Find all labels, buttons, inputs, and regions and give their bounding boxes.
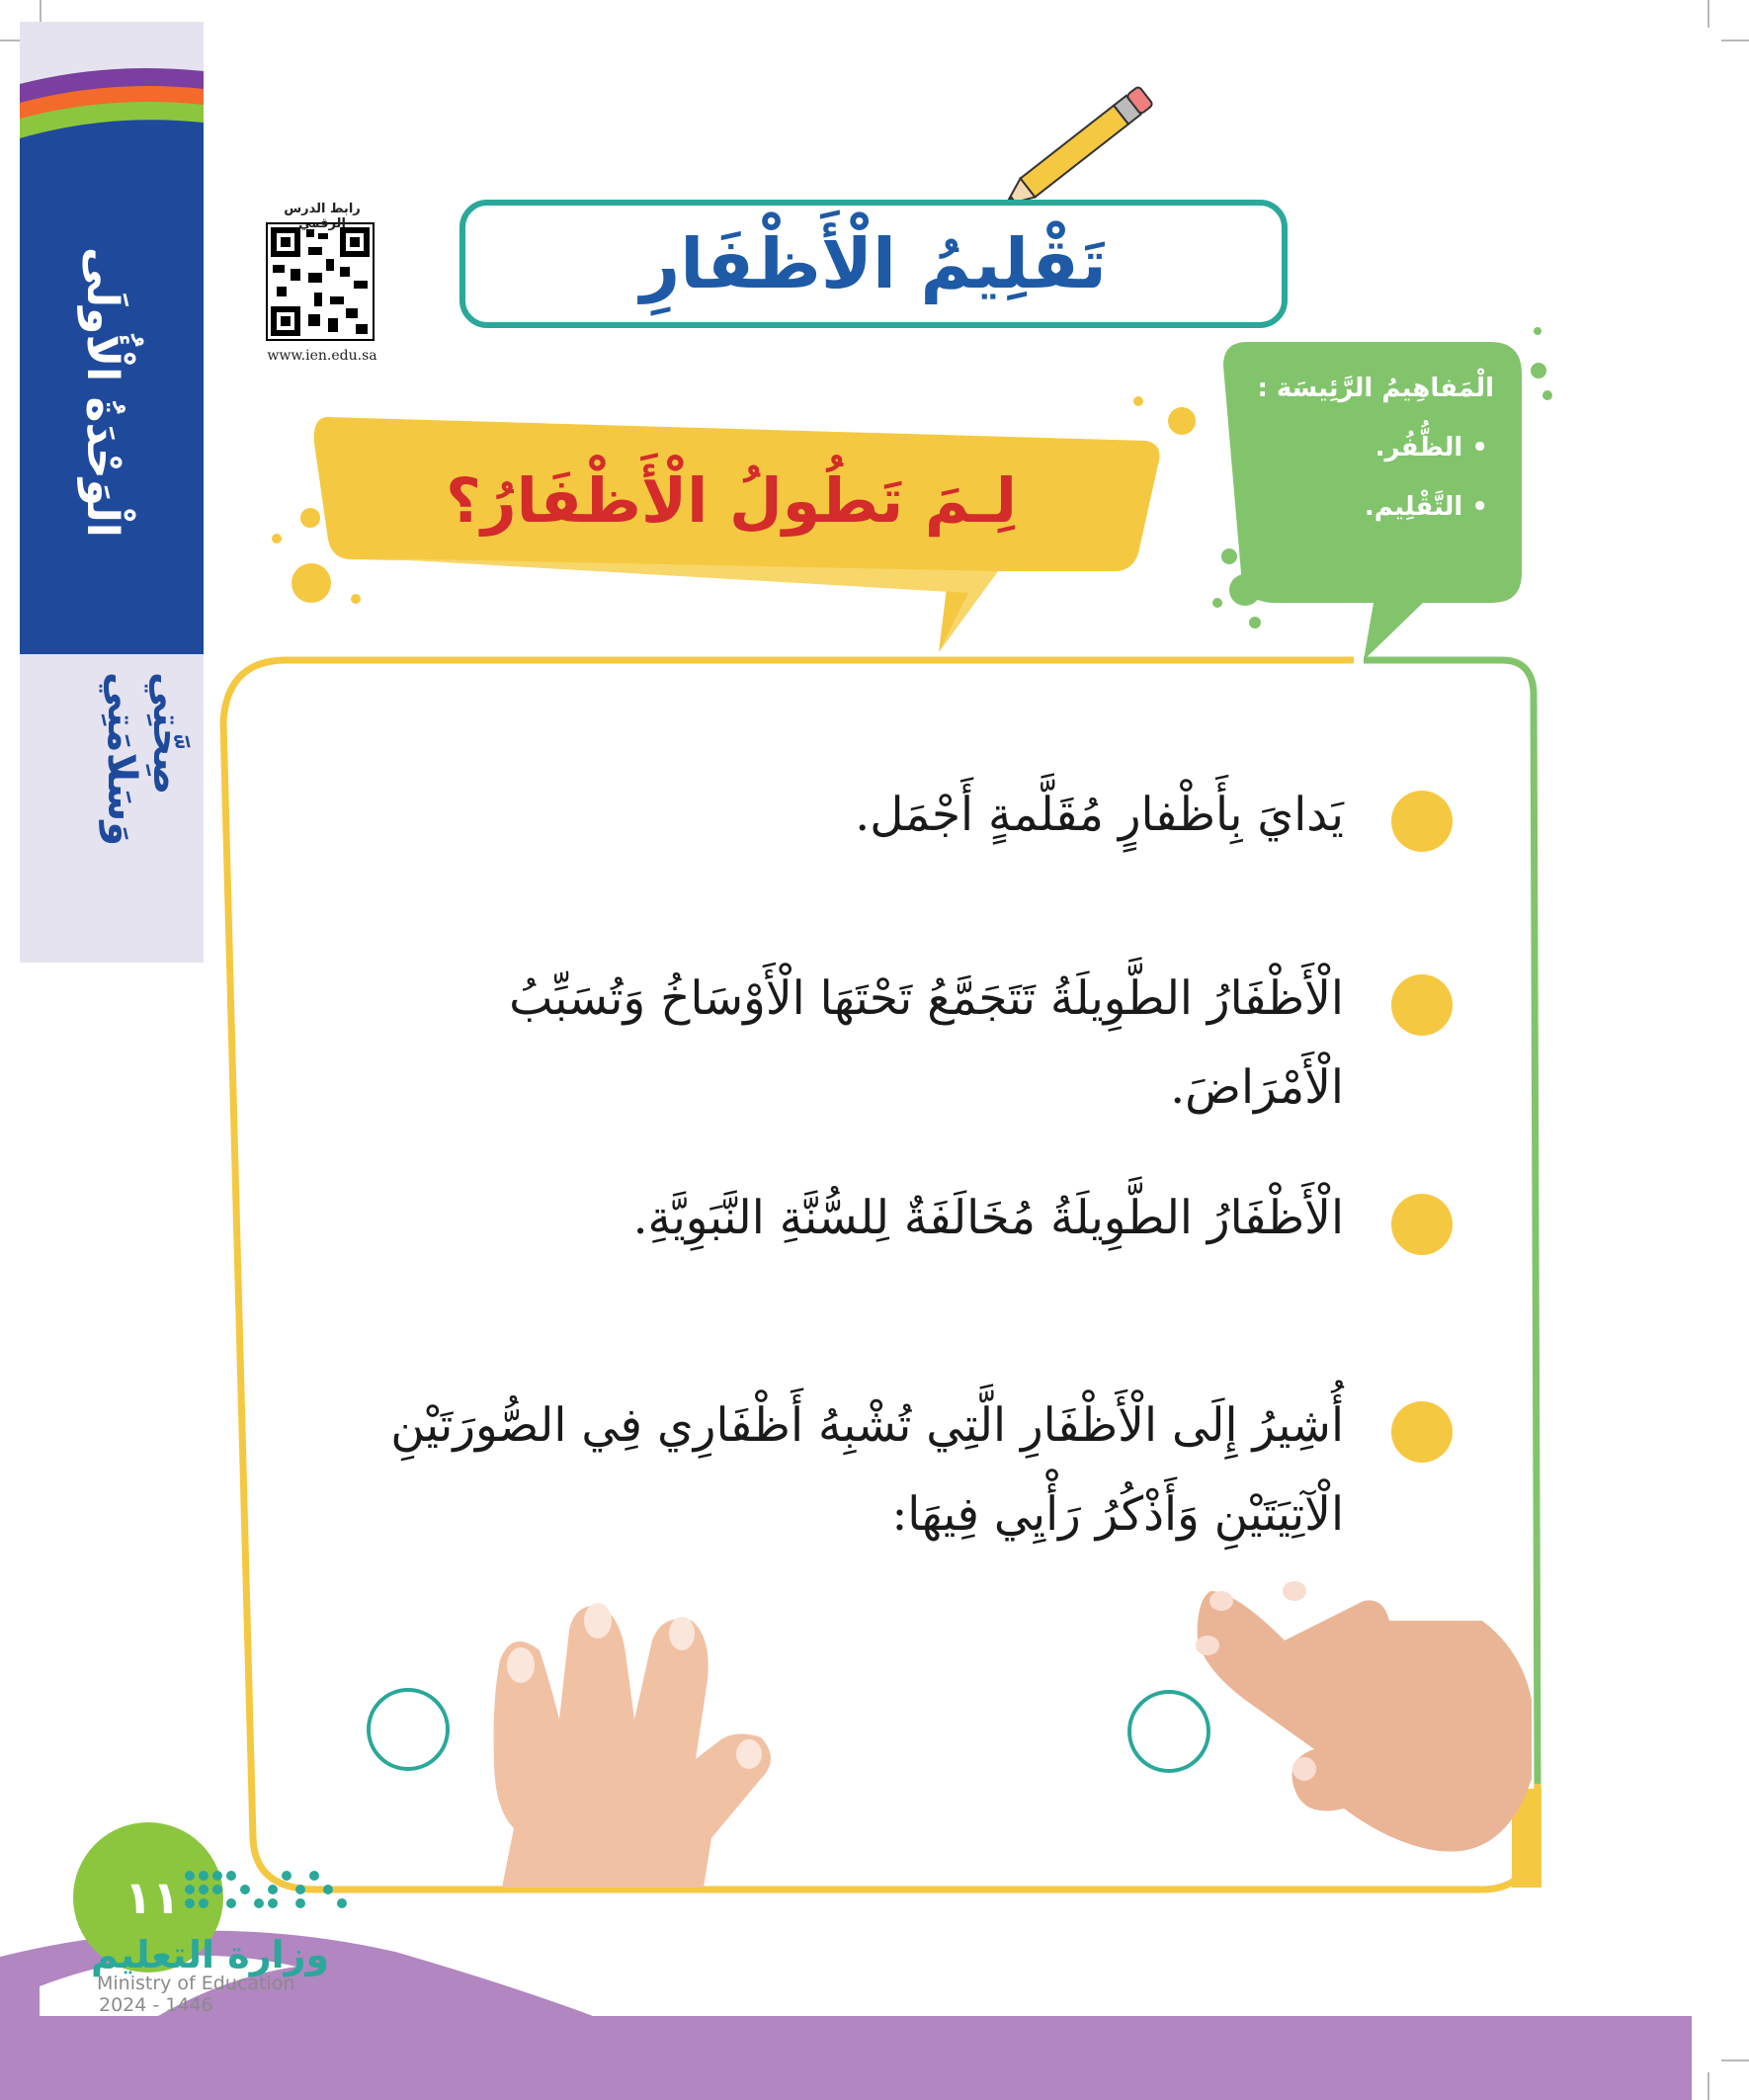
ministry-name-english: Ministry of Education xyxy=(97,1973,295,1994)
bullet-text: يَدايَ بِأَظْفارٍ مُقَلَّمةٍ أَجْمَل. xyxy=(855,788,1344,842)
bullet-dot xyxy=(1391,974,1453,1036)
bullet-dot xyxy=(1391,1401,1453,1463)
choice-circle-left[interactable] xyxy=(369,1690,448,1769)
bullet-dot xyxy=(1391,1194,1453,1255)
qr-url[interactable]: www.ien.edu.sa xyxy=(267,348,377,364)
key-concepts xyxy=(1247,374,1494,522)
page-number: ١١ xyxy=(124,1871,181,1924)
bullet-text: الْأَظْفَارُ الطَّوِيلَةُ مُخَالَفَةٌ لِلسُّنَّةِ النَّبَوِيَّةِ. xyxy=(632,1191,1344,1245)
pencil-icon xyxy=(999,86,1154,214)
qr-caption: رابط الدرس الرقمي xyxy=(284,202,361,231)
hand-image-long-nails xyxy=(494,1603,771,1888)
lesson-title: تَقْلِيمُ الْأَظْفَارِ xyxy=(639,223,1108,304)
choice-circle-right[interactable] xyxy=(1129,1692,1208,1771)
concept-item: • الظُّفُر. xyxy=(1374,433,1488,462)
concept-item: • التَّقْلِيم. xyxy=(1364,492,1488,522)
lesson-title-box xyxy=(459,200,1288,328)
lesson-question: لِـمَ تَطُولُ الْأَظْفَارُ؟ xyxy=(446,464,1017,537)
hand-image-short-nails xyxy=(1196,1581,1532,1852)
side-tab-unit-label: الْوَحْدَةُ الْأُولَى xyxy=(77,247,127,538)
bullet-text: أُشِيرُ إِلَى الْأَظْفَارِ الَّتِي تُشْبِهُ أَظْفَارِي فِي الصُّورَتَيْنِ الْآتِيَتَيْنِ وَأَذْكُرُ رَأْيِي فِيهَا: xyxy=(390,1398,1344,1542)
ministry-name-arabic: وزارة التعليم xyxy=(91,1933,330,1976)
bullet-dot xyxy=(1391,791,1453,852)
qr-code xyxy=(267,223,374,340)
edition-year: 2024 - 1446 xyxy=(99,1994,213,2016)
side-tab-subject: صِحَّتِي وَسَلامَتِي xyxy=(99,672,190,847)
bullet-text: الْأَظْفَارُ الطَّوِيلَةُ تَتَجَمَّعُ تَحْتَهَا الْأَوْسَاخُ وَتُسَبِّبُ الْأَمْرَاضَ. xyxy=(509,971,1344,1115)
concepts-title: الْمَفاهِيمُ الرَّئِيسَة : xyxy=(1257,374,1494,403)
